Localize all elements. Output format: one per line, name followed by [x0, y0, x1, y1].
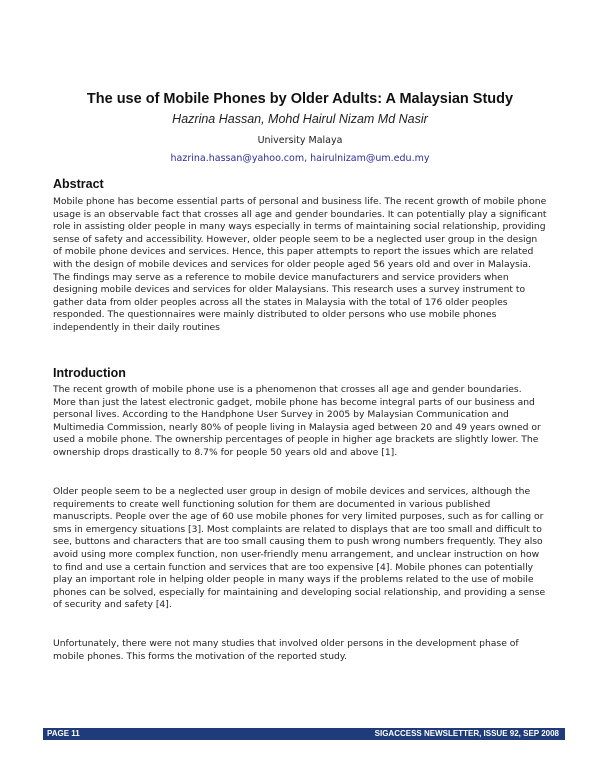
- paper-authors: Hazrina Hassan, Mohd Hairul Nizam Md Nasir: [172, 112, 428, 126]
- intro-paragraph-3: Unfortunately, there were not many studies that involved older persons in the development phase of mobile phones. This forms the motivation of the reported study.: [53, 638, 519, 662]
- abstract-text: Mobile phone has become essential parts of personal and business life. The recent growth of mobile phone usage is an observable fact that crosses all age and gender boundaries. It can potentially play a significant role in assisting older people in many ways especially in terms of maintaining social relationship, providing sense of safety and accessibility. However, older people seem to be a neglected user group in the design of mobile phone devices and services. Hence, this paper attempts to report the issues which are related with the design of mobile devices and services for older people aged 56 years old and over in Malaysia. The findings may serve as a reference to mobile device manufacturers and service providers when designing mobile devices and services for older Malaysians. This research uses a survey instrument to gather data from older peoples across all the states in Malaysia with the total of 176 older peoples responded. The questionnaires were mainly distributed to older persons who use mobile phones independently in their daily routines: [53, 196, 547, 333]
- paper-title: The use of Mobile Phones by Older Adults: A Malaysian Study: [86, 91, 514, 107]
- abstract-heading: Abstract: [53, 177, 104, 191]
- intro-paragraph-1: The recent growth of mobile phone use is a phenomenon that crosses all age and gender boundaries. More than just the latest electronic gadget, mobile phone has become integral parts of our business and personal lives. According to the Handphone User Survey in 2005 by Malaysian Communication and Multimedia Commission, nearly 80% of people living in Malaysia aged between 20 and 49 years owned or used a mobile phone. The ownership percentages of people in higher age brackets are slightly lower. The ownership drops drastically to 8.7% for people 50 years old and above [1].: [53, 384, 541, 458]
- author-emails[interactable]: hazrina.hassan@yahoo.com, hairulnizam@um.edu.my: [170, 153, 430, 164]
- newsletter-info: SIGACCESS NEWSLETTER, ISSUE 92, SEP 2008: [374, 729, 559, 738]
- paper-affiliation: University Malaya: [257, 135, 343, 146]
- intro-paragraph-2: Older people seem to be a neglected user group in design of mobile devices and services, although the requirements to create well functioning solution for them are documented in various published manuscripts. People over the age of 60 use mobile phones for very limited purposes, such as for calling or sms in emergency situations [3]. Most complaints are related to displays that are too small and difficult to see, buttons and characters that are too small causing them to push wrong numbers frequently. They also avoid using more complex function, non user-friendly menu arrangement, and unclear instruction on how to find and use a certain function and services that are too expensive [4]. Mobile phones can potentially play an important role in helping older people in many ways if the problems related to the use of mobile phones can be solved, especially for maintaining and developing social relationship, and providing a sense of security and safety [4].: [53, 486, 546, 611]
- introduction-heading: Introduction: [53, 366, 126, 380]
- page-number: PAGE 11: [47, 729, 80, 738]
- page-footer: [43, 728, 565, 740]
